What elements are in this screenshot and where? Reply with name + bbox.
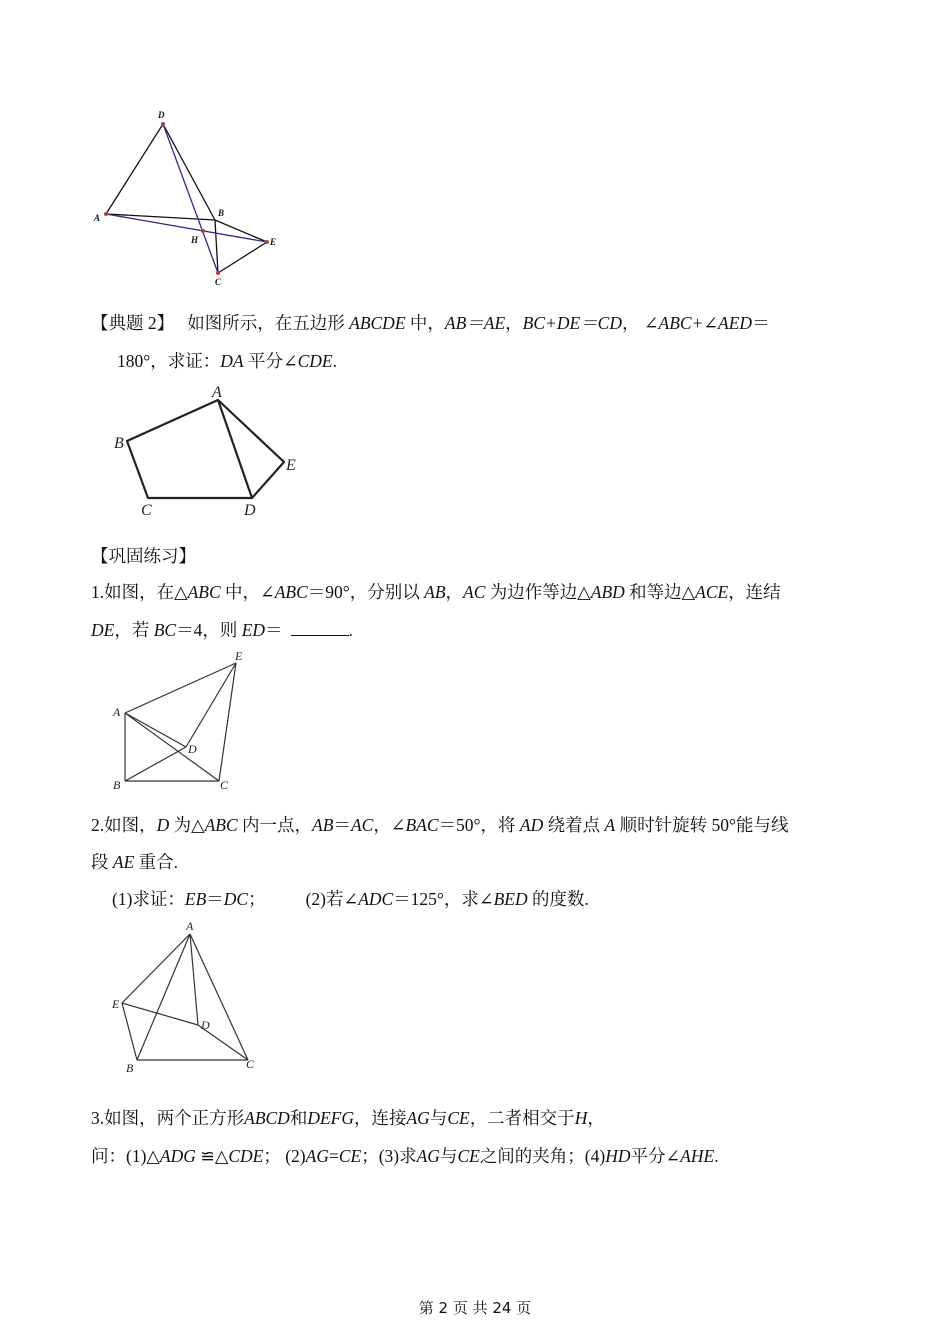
pentagon-ABCDE: [127, 400, 284, 498]
text: DE: [91, 620, 115, 640]
text: ，: [505, 313, 523, 333]
text: ＝50°，将: [438, 815, 520, 835]
text: ，: [445, 582, 464, 602]
question-1-figure: [108, 648, 253, 793]
segment-AC: [190, 934, 248, 1060]
label-C: C: [220, 778, 229, 792]
label-C: C: [246, 1057, 255, 1071]
question-1-line-1: [91, 581, 781, 603]
text: ，∠: [373, 815, 406, 835]
text: .: [332, 351, 337, 371]
text: ABC: [204, 815, 238, 835]
label-E: E: [286, 457, 296, 474]
text: (1)求证：: [112, 889, 185, 909]
text: 3.如图，两个正方形: [91, 1108, 245, 1128]
segment-AE: [122, 934, 190, 1003]
text: 180°，求证：: [117, 351, 221, 371]
text: 顺时针旋转 50°能与线: [615, 815, 789, 835]
text: 2.如图，: [91, 815, 157, 835]
text: ED: [241, 620, 266, 640]
point-E: [265, 240, 269, 244]
text: 重合.: [134, 852, 179, 872]
text: ABD: [590, 582, 625, 602]
answer-blank[interactable]: [291, 619, 349, 636]
label-E: E: [235, 649, 243, 663]
point-H: [201, 229, 205, 233]
text: ；: [248, 889, 266, 909]
text: 与: [429, 1108, 448, 1128]
text: ABC: [187, 582, 221, 602]
text: 和等边△: [624, 582, 696, 602]
text: D: [156, 815, 170, 835]
text: ； (2): [263, 1146, 306, 1166]
text: ABCDE: [349, 313, 406, 333]
text: 平分∠: [630, 1146, 681, 1166]
text: ADC: [358, 889, 394, 909]
point-C: [216, 271, 220, 275]
segment-EB: [122, 1003, 137, 1060]
label-A: A: [94, 213, 101, 223]
text: 问：(1)△: [91, 1146, 160, 1166]
text: ；(3)求: [361, 1146, 417, 1166]
label-D: D: [201, 1018, 210, 1032]
text: EB: [184, 889, 207, 909]
segment-AB: [137, 934, 190, 1060]
text: 内一点，: [237, 815, 313, 835]
question-2-line-1: [91, 814, 788, 836]
text: ∠ABC+∠AED: [643, 313, 753, 333]
text: ，若: [114, 620, 154, 640]
text: .: [348, 620, 353, 640]
text: ABC: [274, 582, 308, 602]
text: ，连结: [728, 582, 781, 602]
text: DEFG: [307, 1108, 354, 1128]
text: 的度数.: [527, 889, 589, 909]
text: ，二者相交于: [469, 1108, 575, 1128]
text: 和: [289, 1108, 308, 1128]
point-A: [104, 212, 108, 216]
segment-DE: [186, 663, 236, 747]
label-C: C: [215, 277, 222, 287]
segment-AD: [125, 713, 186, 747]
text: 与: [439, 1146, 458, 1166]
text: CDE: [228, 1146, 264, 1166]
label-A: A: [212, 384, 222, 401]
text: 1.如图，在△: [91, 582, 188, 602]
page-footer: 第 2 页 共 24 页: [418, 1299, 532, 1317]
segment-AC: [125, 713, 219, 781]
label-H: H: [191, 235, 199, 245]
text: H: [574, 1108, 588, 1128]
label-B: B: [114, 435, 124, 452]
text: ACE: [695, 582, 729, 602]
question-2-line-3: [112, 888, 589, 910]
text: AHE: [680, 1146, 715, 1166]
text: 中，∠: [220, 582, 275, 602]
text: 为△: [169, 815, 205, 835]
segment-BD: [125, 747, 186, 781]
text: 之间的夹角；(4): [479, 1146, 606, 1166]
text: ABCD: [244, 1108, 290, 1128]
text: AC: [463, 582, 486, 602]
question-3-line-2: [91, 1145, 719, 1167]
text: 平分∠: [243, 351, 298, 371]
label-E: E: [112, 997, 120, 1011]
text: CE: [447, 1108, 470, 1128]
label-A: A: [113, 705, 121, 719]
label-A: A: [186, 919, 194, 933]
text: .: [714, 1146, 719, 1166]
text: ＝: [265, 620, 283, 640]
text: AB＝AE: [444, 313, 506, 333]
example-tag: 【典题 2】: [91, 313, 175, 333]
figure-1-quadrilateral-intersection: [90, 105, 290, 295]
label-B: B: [113, 778, 121, 792]
segment-DC: [163, 124, 218, 273]
text: AD: [519, 815, 544, 835]
text: 中，: [405, 313, 445, 333]
practice-heading: 【巩固练习】: [91, 546, 196, 566]
segment-DB: [163, 124, 215, 220]
text: AG: [305, 1146, 329, 1166]
text: BC: [153, 620, 177, 640]
text: AB: [424, 582, 446, 602]
label-D: D: [188, 742, 197, 756]
text: AE: [112, 852, 135, 872]
question-2-figure: [108, 915, 263, 1080]
label-D: D: [244, 502, 256, 519]
label-B: B: [218, 208, 225, 218]
text: ＝90°，分别以: [307, 582, 425, 602]
text: BC+DE＝CD: [522, 313, 622, 333]
question-2-line-2: [91, 851, 178, 873]
question-1-line-2: [91, 619, 353, 641]
text: DC: [223, 889, 249, 909]
text: AG: [416, 1146, 440, 1166]
point-D: [161, 122, 165, 126]
text: CE: [338, 1146, 362, 1166]
text: DA: [220, 351, 244, 371]
text: HD: [605, 1146, 631, 1166]
example-2-line-1: [91, 312, 770, 334]
text: ＝: [206, 889, 224, 909]
example-2-line-2: [117, 350, 337, 372]
question-3-line-1: [91, 1107, 605, 1129]
text: (2)若∠: [305, 889, 359, 909]
text: A: [604, 815, 616, 835]
text: CDE: [297, 351, 333, 371]
text: BED: [493, 889, 528, 909]
text: 为边作等边△: [485, 582, 591, 602]
text: ＝: [752, 313, 770, 333]
text: 绕着点: [543, 815, 605, 835]
text: ＝4，则: [176, 620, 242, 640]
segment-BE: [215, 220, 267, 242]
label-E: E: [270, 237, 277, 247]
text: CE: [457, 1146, 480, 1166]
text: ADG: [159, 1146, 196, 1166]
segment-EC: [219, 663, 236, 781]
text: AC: [350, 815, 374, 835]
text: AG: [406, 1108, 430, 1128]
text: ，: [587, 1108, 605, 1128]
segment-EC: [218, 242, 267, 273]
text: ≌△: [195, 1146, 229, 1166]
label-B: B: [126, 1061, 134, 1075]
figure-2-pentagon: [105, 380, 305, 520]
segment-AE: [125, 663, 236, 713]
text: 如图所示，在五边形: [187, 313, 350, 333]
text: ＝125°，求∠: [393, 889, 494, 909]
text: AB: [312, 815, 334, 835]
text: 段: [91, 852, 113, 872]
text: BAC: [405, 815, 439, 835]
segment-DA: [106, 124, 163, 214]
text: ＝: [333, 815, 351, 835]
label-C: C: [141, 502, 152, 519]
label-D: D: [158, 110, 165, 120]
text: =: [328, 1146, 339, 1166]
text: ，: [621, 313, 640, 333]
text: ，连接: [353, 1108, 407, 1128]
